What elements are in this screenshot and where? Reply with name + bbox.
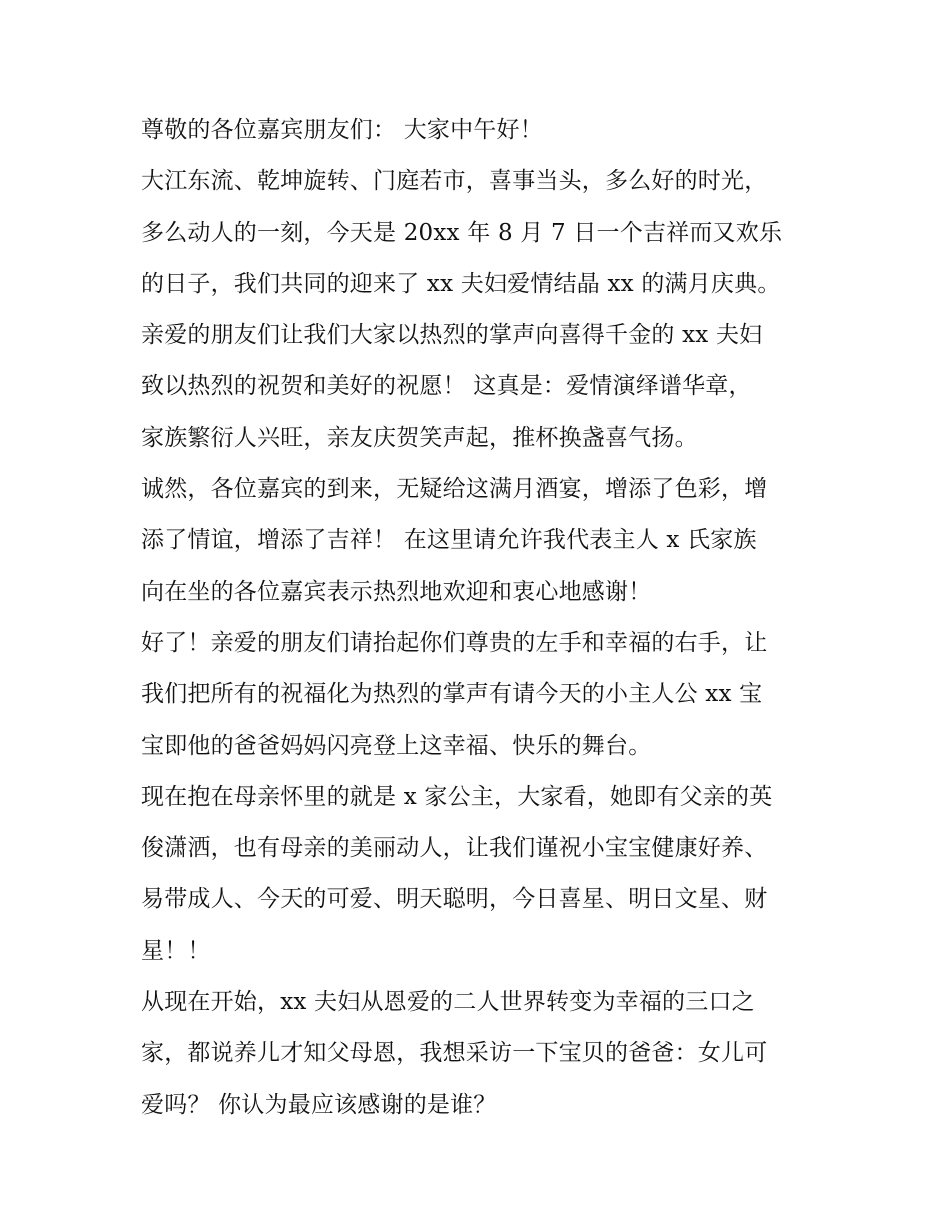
text-line: 致以热烈的祝贺和美好的祝愿！ 这真是：爱情演绎谱华章，: [141, 373, 752, 400]
text-line: 诚然，各位嘉宾的到来，无疑给这满月酒宴，增添了色彩，增: [141, 476, 768, 503]
text-line: 爱吗？ 你认为最应该感谢的是谁？: [141, 1091, 497, 1118]
text-line: 现在抱在母亲怀里的就是 x 家公主，大家看，她即有父亲的英: [141, 783, 773, 810]
text-line: 好了！亲爱的朋友们请抬起你们尊贵的左手和幸福的右手，让: [141, 629, 768, 656]
speech-text: [141, 105, 821, 1131]
text-line: 向在坐的各位嘉宾表示热烈地欢迎和衷心地感谢！: [141, 578, 652, 605]
text-line: 亲爱的朋友们让我们大家以热烈的掌声向喜得千金的 xx 夫妇: [141, 322, 763, 349]
text-line: 从现在开始，xx 夫妇从恩爱的二人世界转变为幸福的三口之: [141, 989, 755, 1016]
text-line: 多么动人的一刻，今天是 20xx 年 8 月 7 日一个吉祥而又欢乐: [141, 219, 783, 246]
text-line: 大江东流、乾坤旋转、门庭若市，喜事当头，多么好的时光，: [141, 168, 768, 195]
text-line: 俊潇洒，也有母亲的美丽动人，让我们谨祝小宝宝健康好养、: [141, 835, 768, 862]
text-line: 的日子，我们共同的迎来了 xx 夫妇爱情结晶 xx 的满月庆典。: [141, 270, 781, 297]
text-line: 易带成人、今天的可爱、明天聪明，今日喜星、明日文星、财: [141, 886, 768, 913]
text-line: 添了情谊，增添了吉祥！ 在这里请允许我代表主人 x 氏家族: [141, 527, 757, 554]
text-line: 家，都说养儿才知父母恩，我想采访一下宝贝的爸爸：女儿可: [141, 1040, 768, 1067]
text-line: 家族繁衍人兴旺，亲友庆贺笑声起，推杯换盏喜气扬。: [141, 424, 698, 451]
text-line: 宝即他的爸爸妈妈闪亮登上这幸福、快乐的舞台。: [141, 732, 652, 759]
text-line: 星！！: [141, 937, 211, 964]
text-line: 尊敬的各位嘉宾朋友们： 大家中午好！: [141, 117, 543, 143]
text-line: 我们把所有的祝福化为热烈的掌声有请今天的小主人公 xx 宝: [141, 681, 763, 708]
